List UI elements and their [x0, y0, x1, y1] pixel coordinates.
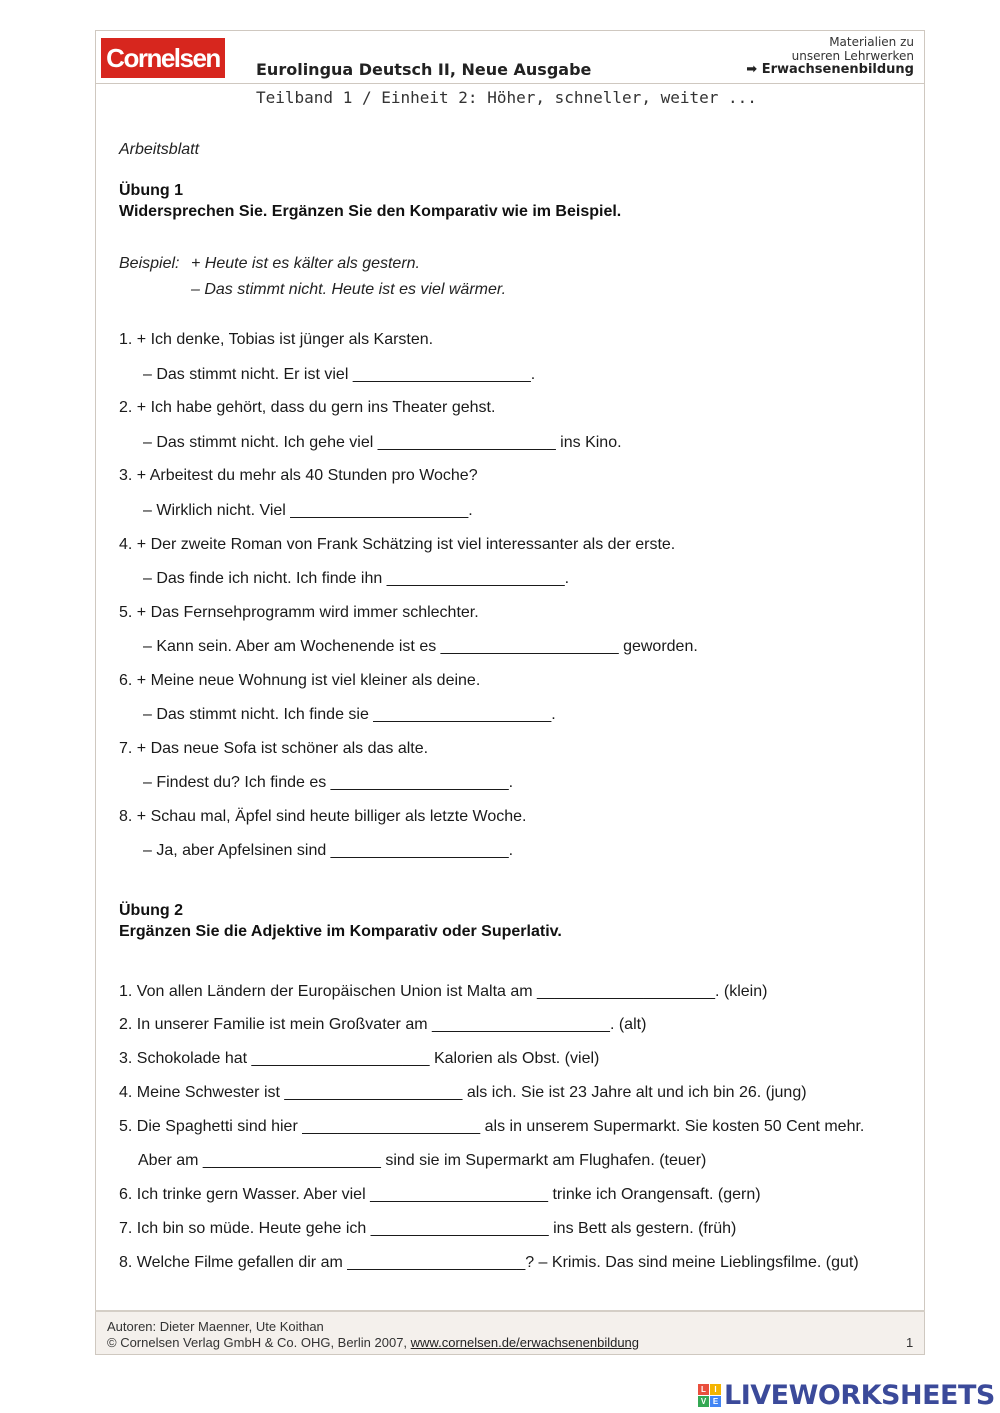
exercise1-question: 3. + Arbeitest du mehr als 40 Stunden pro Woche?: [119, 467, 478, 484]
exercise1-title: Übung 1: [119, 182, 183, 199]
exercise2-item[interactable]: 3. Schokolade hat ____________________ Kalorien als Obst. (viel): [119, 1050, 600, 1067]
copyright-text: © Cornelsen Verlag GmbH & Co. OHG, Berlin 2007,: [107, 1335, 411, 1350]
exercise1-answer[interactable]: – Das stimmt nicht. Ich finde sie ____________________.: [143, 706, 556, 723]
materials-line-3: [746, 63, 914, 77]
exercise2-item[interactable]: 6. Ich trinke gern Wasser. Aber viel ____________________ trinke ich Orangensaft. (gern): [119, 1186, 761, 1203]
example-line-1: + Heute ist es kälter als gestern.: [191, 255, 420, 272]
page-number: 1: [906, 1335, 914, 1350]
footer-divider: [95, 1310, 925, 1312]
exercise1-answer[interactable]: – Das stimmt nicht. Ich gehe viel ____________________ ins Kino.: [143, 434, 622, 451]
liveworksheets-watermark[interactable]: [698, 1380, 995, 1410]
exercise1-answer[interactable]: – Ja, aber Apfelsinen sind ____________________.: [143, 842, 514, 859]
exercise2-item[interactable]: 7. Ich bin so müde. Heute gehe ich ____________________ ins Bett als gestern. (früh): [119, 1220, 737, 1237]
example-line-2: – Das stimmt nicht. Heute ist es viel wärmer.: [191, 281, 507, 298]
exercise1-question: 5. + Das Fernsehprogramm wird immer schlechter.: [119, 604, 479, 621]
arrow-right-icon: ➡: [746, 62, 758, 77]
logo-tile: L: [698, 1384, 709, 1395]
materials-link-label: Erwachsenenbildung: [761, 62, 914, 77]
exercise2-item[interactable]: 2. In unserer Familie ist mein Großvater am ____________________. (alt): [119, 1016, 647, 1033]
logo-tile: V: [698, 1396, 709, 1407]
cornelsen-link[interactable]: www.cornelsen.de/erwachsenenbildung: [410, 1335, 640, 1350]
exercise1-question: 4. + Der zweite Roman von Frank Schätzing ist viel interessanter als der erste.: [119, 536, 676, 553]
header-divider: [95, 83, 925, 84]
exercise2-item[interactable]: 5. Die Spaghetti sind hier ____________________ als in unserem Supermarkt. Sie kosten 50 Cent mehr.: [119, 1118, 865, 1135]
worksheet-label: Arbeitsblatt: [119, 141, 200, 158]
exercise1-answer[interactable]: – Findest du? Ich finde es ____________________.: [143, 774, 514, 791]
unit-subtitle: Teilband 1 / Einheit 2: Höher, schneller, weiter ...: [256, 88, 757, 107]
exercise1-question: 1. + Ich denke, Tobias ist jünger als Karsten.: [119, 331, 434, 348]
exercise1-question: 7. + Das neue Sofa ist schöner als das alte.: [119, 740, 429, 757]
cornelsen-logo: Cornelsen: [101, 38, 225, 78]
logo-tile: I: [710, 1384, 721, 1395]
materials-note: [746, 35, 914, 77]
footer-authors: Autoren: Dieter Maenner, Ute Koithan: [107, 1319, 324, 1334]
exercise2-item[interactable]: 4. Meine Schwester ist ____________________ als ich. Sie ist 23 Jahre alt und ich bin 26. (jung): [119, 1084, 807, 1101]
exercise1-question: 6. + Meine neue Wohnung ist viel kleiner als deine.: [119, 672, 481, 689]
exercise2-item[interactable]: 1. Von allen Ländern der Europäischen Union ist Malta am ____________________. (klein): [119, 983, 768, 1000]
book-title: Eurolingua Deutsch II, Neue Ausgabe: [256, 60, 592, 79]
liveworksheets-logo-icon: [698, 1384, 721, 1407]
materials-line-1: Materialien zu: [829, 35, 914, 49]
exercise1-question: 2. + Ich habe gehört, dass du gern ins Theater gehst.: [119, 399, 496, 416]
materials-line-2: unseren Lehrwerken: [791, 49, 914, 63]
exercise1-instruction: Widersprechen Sie. Ergänzen Sie den Komparativ wie im Beispiel.: [119, 203, 622, 220]
footer-copyright: [107, 1335, 639, 1350]
exercise1-answer[interactable]: – Wirklich nicht. Viel ____________________.: [143, 502, 473, 519]
liveworksheets-wordmark: LIVEWORKSHEETS: [724, 1379, 995, 1411]
example-label: Beispiel:: [119, 255, 180, 272]
exercise1-answer[interactable]: – Das finde ich nicht. Ich finde ihn ____________________.: [143, 570, 570, 587]
logo-tile: E: [710, 1396, 721, 1407]
exercise2-item[interactable]: Aber am ____________________ sind sie im Supermarkt am Flughafen. (teuer): [138, 1152, 707, 1169]
exercise2-title: Übung 2: [119, 902, 183, 919]
exercise1-answer[interactable]: – Das stimmt nicht. Er ist viel ____________________.: [143, 366, 536, 383]
exercise1-answer[interactable]: – Kann sein. Aber am Wochenende ist es ____________________ geworden.: [143, 638, 698, 655]
exercise2-item[interactable]: 8. Welche Filme gefallen dir am ____________________? – Krimis. Das sind meine Lieblingsfilme. (gut): [119, 1254, 859, 1271]
exercise1-question: 8. + Schau mal, Äpfel sind heute billiger als letzte Woche.: [119, 808, 527, 825]
exercise2-instruction: Ergänzen Sie die Adjektive im Komparativ oder Superlativ.: [119, 923, 562, 940]
